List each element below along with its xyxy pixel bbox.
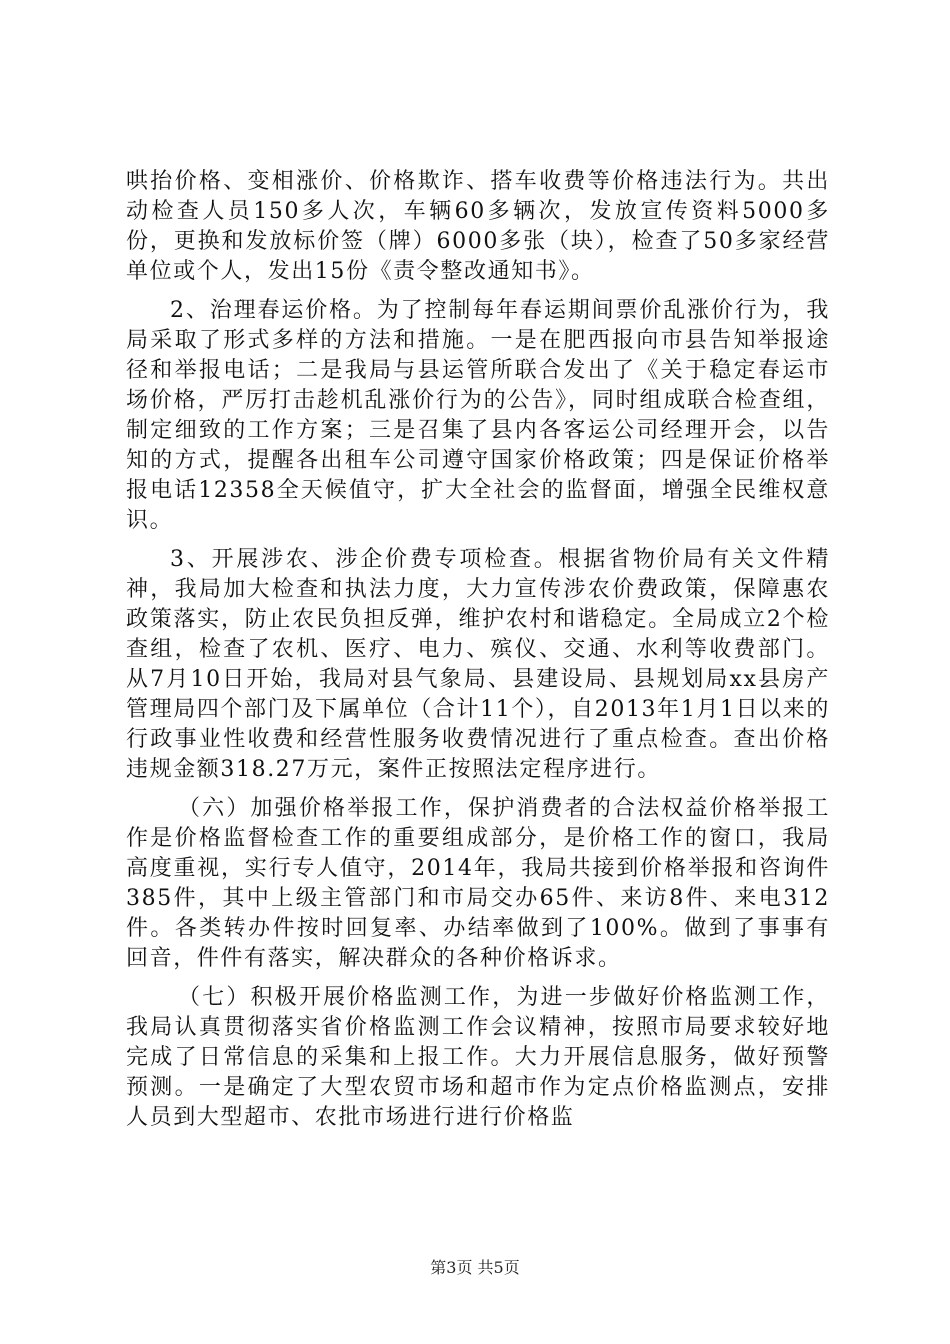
paragraph-continuation: 哄抬价格、变相涨价、价格欺诈、搭车收费等价格违法行为。共出动检查人员150多人次，车辆60多辆次，发放宣传资料5000多份，更换和发放标价签（牌）6000多张（块），检查了50多家经营单位或个人，发出15份《责令整改通知书》。 bbox=[126, 169, 830, 284]
page-number-footer: 第3页 共5页 bbox=[430, 1258, 520, 1277]
paragraph-agriculture-enterprise-fees: 3、开展涉农、涉企价费专项检查。根据省物价局有关文件精神，我局加大检查和执法力度，大力宣传涉农价费政策，保障惠农政策落实，防止农民负担反弹，维护农村和谐稳定。全局成立2个检查组，检查了农机、医疗、电力、殡仪、交通、水利等收费部门。从7月10日开始，我局对县气象局、县建设局、县规划局xx县房产管理局四个部门及下属单位（合计11个），自2013年1月1日以来的行政事业性收费和经营性服务收费情况进行了重点检查。查出价格违规金额318.27万元，案件正按照法定程序进行。 bbox=[126, 547, 830, 782]
paragraph-price-monitoring: （七）积极开展价格监测工作，为进一步做好价格监测工作，我局认真贯彻落实省价格监测工作会议精神，按照市局要求较好地完成了日常信息的采集和上报工作。大力开展信息服务，做好预警预测。一是确定了大型农贸市场和超市作为定点价格监测点，安排人员到大型超市、农批市场进行进行价格监 bbox=[126, 985, 830, 1130]
paragraph-spring-transport-prices: 2、治理春运价格。为了控制每年春运期间票价乱涨价行为，我局采取了形式多样的方法和措施。一是在肥西报向市县告知举报途径和举报电话；二是我局与县运管所联合发出了《关于稳定春运市场价格，严厉打击趁机乱涨价行为的公告》，同时组成联合检查组，制定细致的工作方案；三是召集了县内各客运公司经理开会，以告知的方式，提醒各出租车公司遵守国家价格政策；四是保证价格举报电话12358全天候值守，扩大全社会的监督面，增强全民维权意识。 bbox=[126, 298, 830, 533]
document-body bbox=[126, 167, 830, 1142]
paragraph-price-reporting: （六）加强价格举报工作，保护消费者的合法权益价格举报工作是价格监督检查工作的重要组成部分，是价格工作的窗口，我局高度重视，实行专人值守，2014年，我局共接到价格举报和咨询件385件，其中上级主管部门和市局交办65件、来访8件、来电312件。各类转办件按时回复率、办结率做到了100%。做到了事事有回音，件件有落实，解决群众的各种价格诉求。 bbox=[126, 796, 830, 971]
